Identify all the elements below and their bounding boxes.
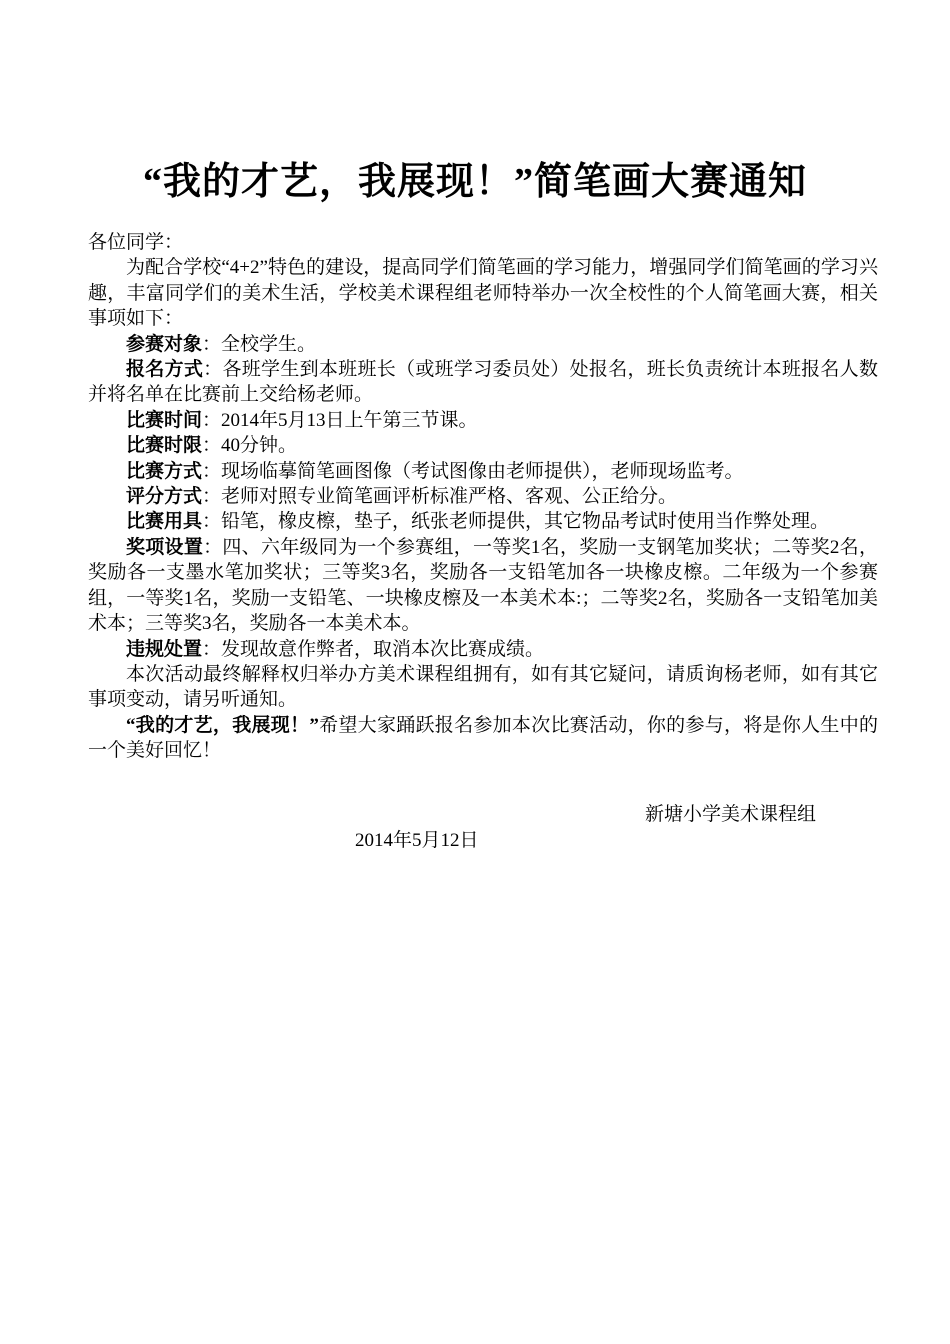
item-violations bbox=[88, 637, 878, 662]
item-label: 评分方式 bbox=[126, 486, 203, 508]
page-title: “我的才艺，我展现！”简笔画大赛通知 bbox=[142, 161, 807, 203]
item-separator: ： bbox=[203, 536, 223, 558]
item-registration bbox=[88, 357, 878, 408]
item-separator: ： bbox=[202, 435, 222, 457]
item-format bbox=[88, 459, 878, 484]
slogan-text: 希望大家踊跃报名参加本次比赛活动，你的参与，将是你人生中的一个美好回忆！ bbox=[88, 714, 878, 762]
item-supplies bbox=[88, 509, 878, 534]
item-label: 违规处置 bbox=[126, 638, 203, 660]
item-text: 现场临摹简笔画图像（考试图像由老师提供），老师现场监考。 bbox=[221, 460, 744, 482]
item-label: 比赛时间 bbox=[126, 409, 203, 431]
item-text: 2014年5月13日上午第三节课。 bbox=[221, 409, 478, 431]
closing-paragraph: 本次活动最终解释权归举办方美术课程组拥有，如有其它疑问，请质询杨老师，如有其它事项变动，请另听通知。 bbox=[88, 663, 878, 711]
item-label: 比赛方式 bbox=[126, 460, 203, 482]
item-time bbox=[88, 408, 878, 433]
intro-paragraph: 为配合学校“4+2”特色的建设，提高同学们简笔画的学习能力，增强同学们简笔画的学习兴趣，丰富同学们的美术生活，学校美术课程组老师特举办一次全校性的个人简笔画大赛，相关事项如下： bbox=[88, 257, 878, 330]
item-text: 发现故意作弊者，取消本次比赛成绩。 bbox=[221, 638, 545, 660]
greeting: 各位同学： bbox=[88, 232, 184, 253]
item-separator: ： bbox=[202, 486, 222, 508]
item-label: 参赛对象 bbox=[126, 333, 203, 355]
item-separator: ： bbox=[202, 409, 222, 431]
item-participants bbox=[88, 332, 878, 357]
item-separator: ： bbox=[202, 333, 222, 355]
item-text: 40分钟。 bbox=[221, 435, 298, 457]
item-text: 全校学生。 bbox=[221, 333, 317, 355]
item-text: 各班学生到本班班长（或班学习委员处）处报名，班长负责统计本班报名人数并将名单在比赛前上交给杨老师。 bbox=[88, 359, 878, 406]
slogan-paragraph bbox=[88, 713, 878, 764]
item-separator: ： bbox=[202, 511, 222, 533]
item-separator: ： bbox=[203, 359, 223, 381]
document-body bbox=[88, 230, 878, 764]
item-label: 报名方式 bbox=[126, 359, 204, 381]
item-separator: ： bbox=[202, 638, 222, 660]
issue-date: 2014年5月12日 bbox=[355, 830, 479, 851]
item-label: 奖项设置 bbox=[126, 536, 204, 558]
item-duration bbox=[88, 433, 878, 458]
item-label: 比赛时限 bbox=[126, 435, 203, 457]
item-awards bbox=[88, 535, 878, 637]
item-scoring bbox=[88, 484, 878, 509]
item-label: 比赛用具 bbox=[126, 511, 203, 533]
item-text: 四、六年级同为一个参赛组，一等奖1名，奖励一支钢笔加奖状；二等奖2名，奖励各一支墨水笔加奖状；三等奖3名，奖励各一支铅笔加各一块橡皮檫。二年级为一个参赛组，一等奖1名，奖励一支铅笔、一块橡皮檫及一本美术本:；二等奖2名，奖励各一支铅笔加美术本；三等奖3名，奖励各一本美术本。 bbox=[88, 536, 878, 635]
signature: 新塘小学美术课程组 bbox=[645, 804, 817, 825]
item-separator: ： bbox=[202, 460, 222, 482]
item-text: 铅笔，橡皮檫，垫子，纸张老师提供，其它物品考试时使用当作弊处理。 bbox=[221, 511, 830, 533]
item-text: 老师对照专业简笔画评析标准严格、客观、公正给分。 bbox=[221, 486, 678, 508]
slogan-bold: “我的才艺，我展现！” bbox=[126, 714, 319, 736]
